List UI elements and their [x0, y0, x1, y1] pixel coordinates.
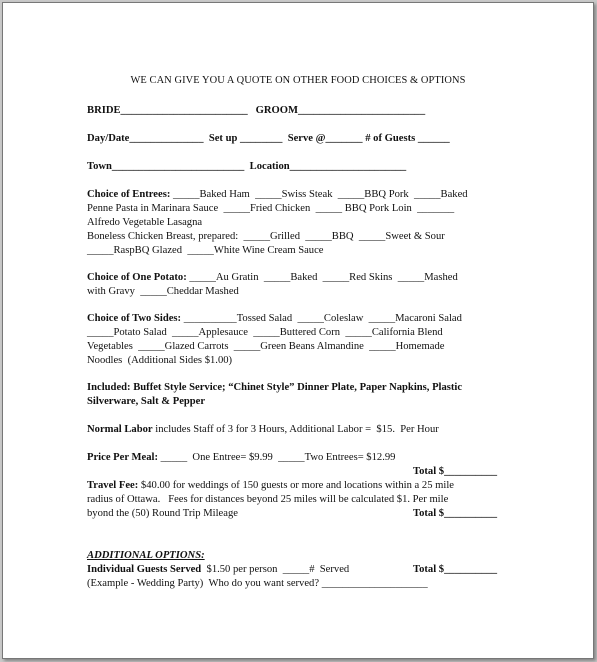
additional-line-2: (Example - Wedding Party) Who do you want served? ____________________ [87, 578, 428, 589]
price-total: Total $__________ [413, 466, 498, 477]
bride-groom-line: BRIDE________________________ GROOM________________________ [87, 105, 426, 116]
included-line-2: Silverware, Salt & Pepper [87, 396, 206, 407]
labor-line: Normal Labor includes Staff of 3 for 3 Hours, Additional Labor = $15. Per Hour [87, 424, 439, 435]
sides-line-1: Choice of Two Sides: __________Tossed Salad _____Coleslaw _____Macaroni Salad [87, 313, 462, 324]
travel-heading: Travel Fee: [87, 480, 139, 491]
travel-total: Total $__________ [413, 508, 498, 519]
document-page [2, 2, 594, 659]
potato-heading: Choice of One Potato: [87, 272, 187, 283]
sides-line-4: Noodles (Additional Sides $1.00) [87, 355, 233, 366]
document-title: WE CAN GIVE YOU A QUOTE ON OTHER FOOD CHOICES & OPTIONS [130, 75, 466, 86]
labor-heading: Normal Labor [87, 424, 153, 435]
entrees-line-3: Alfredo Vegetable Lasagna [87, 217, 203, 228]
potato-line-2: with Gravy _____Cheddar Mashed [87, 286, 239, 297]
entrees-line-4: Boneless Chicken Breast, prepared: _____Grilled _____BBQ _____Sweet & Sour [87, 231, 445, 242]
sides-line-2: _____Potato Salad _____Applesauce _____Buttered Corn _____California Blend [87, 327, 443, 338]
entrees-line-1: Choice of Entrees: _____Baked Ham _____Swiss Steak _____BBQ Pork _____Baked [87, 189, 468, 200]
included-line-1: Included: Buffet Style Service; “Chinet Style” Dinner Plate, Paper Napkins, Plastic [87, 382, 463, 393]
travel-line-2: radius of Ottawa. Fees for distances beyond 25 miles will be calculated $1. Per mile [87, 494, 449, 505]
date-setup-line: Day/Date______________ Set up ________ Serve @_______ # of Guests ______ [87, 133, 450, 144]
town-location-line: Town_________________________ Location______________________ [87, 161, 407, 172]
potato-line-1: Choice of One Potato: _____Au Gratin _____Baked _____Red Skins _____Mashed [87, 272, 458, 283]
additional-total: Total $__________ [413, 564, 498, 575]
travel-line-1: Travel Fee: $40.00 for weddings of 150 guests or more and locations within a 25 mile [87, 480, 454, 491]
additional-line-1: Individual Guests Served $1.50 per person _____# Served [87, 564, 350, 575]
entrees-line-5: _____RaspBQ Glazed _____White Wine Cream Sauce [87, 245, 324, 256]
entrees-heading: Choice of Entrees: [87, 189, 171, 200]
sides-line-3: Vegetables _____Glazed Carrots _____Green Beans Almandine _____Homemade [87, 341, 445, 352]
price-heading: Price Per Meal: [87, 452, 158, 463]
price-line: Price Per Meal: _____ One Entree= $9.99 _____Two Entrees= $12.99 [87, 452, 396, 463]
additional-options-heading: ADDITIONAL OPTIONS: [87, 550, 205, 561]
entrees-line-2: Penne Pasta in Marinara Sauce _____Fried Chicken _____ BBQ Pork Loin _______ [87, 203, 455, 214]
form-body [87, 3, 527, 589]
travel-line-3: byond the (50) Round Trip Mileage [87, 508, 238, 519]
sides-heading: Choice of Two Sides: [87, 313, 182, 324]
individual-guests-heading: Individual Guests Served [87, 564, 202, 575]
